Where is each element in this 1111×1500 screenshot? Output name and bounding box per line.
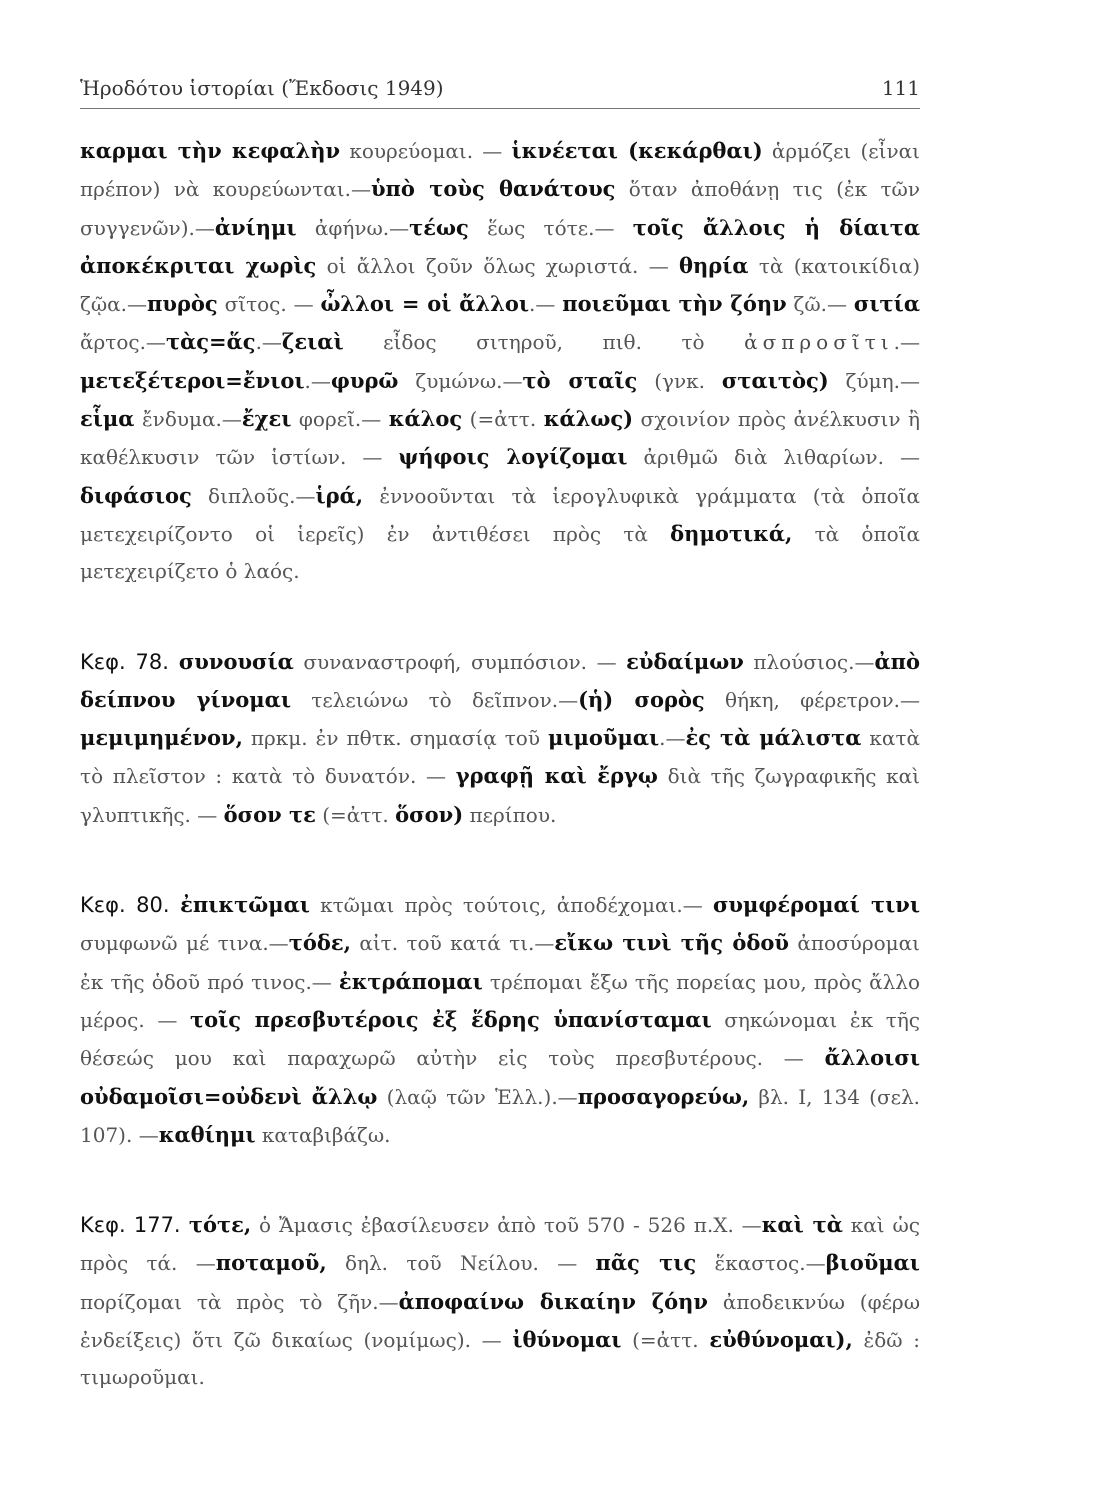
gloss: ἐδῶ : τιμωροῦμαι.	[80, 1328, 920, 1390]
gloss: ὁ Ἄμασις ἐβασίλευσεν ἀπὸ τοῦ 570 - 526 π.Χ. —	[251, 1213, 762, 1238]
lemma: βιοῦμαι	[825, 1250, 920, 1276]
lemma: σιτία	[853, 291, 920, 317]
gloss: κουρεύομαι. —	[340, 139, 512, 163]
lemma: φυρῶ	[330, 367, 399, 393]
commentary-body	[80, 132, 920, 1449]
gloss: διπλοῦς.—	[191, 483, 316, 508]
lemma: συμφέρομαί τινι	[712, 892, 920, 918]
gloss: διὰ τῆς ζωγραφικῆς καὶ γλυπτικῆς. —	[80, 764, 921, 827]
gloss: θήκη, φέρετρον.—	[704, 687, 920, 712]
lemma: πυρὸς	[147, 291, 218, 317]
gloss: ἕως τότε.—	[468, 215, 633, 240]
gloss: κτῶμαι πρὸς τούτοις, ἀποδέχομαι.—	[309, 893, 713, 918]
lemma: εὐθύνομαι),	[709, 1327, 853, 1353]
gloss: (=ἀττ.	[315, 802, 396, 827]
chapter-label: Κεφ. 177.	[80, 1213, 189, 1238]
lemma: ἔχει	[241, 406, 292, 432]
lemma: πᾶς τις	[595, 1250, 697, 1276]
lemma: σταιτὸς)	[721, 367, 829, 393]
gloss: ἁρμόζει (εἶναι πρέπον) νὰ κουρεύωνται.—	[80, 139, 920, 202]
lemma: ὦλλοι = οἱ ἄλλοι	[320, 291, 530, 317]
gloss: σῖτος. —	[217, 292, 321, 317]
gloss: τὰ (κατοικίδια) ζῷα.—	[80, 253, 920, 317]
lemma: τέως	[409, 214, 469, 240]
commentary-paragraph	[80, 886, 920, 1154]
gloss: πλούσιος.—	[743, 649, 875, 674]
lemma: μιμοῦμαι	[547, 725, 660, 751]
gloss: .—	[893, 330, 920, 355]
running-title: Ἡροδότου ἱστορίαι (Ἔκδοσις 1949)	[80, 76, 444, 100]
lemma: κάλως)	[543, 406, 634, 432]
gloss: καὶ ὡς πρὸς τά. —	[80, 1213, 920, 1276]
lemma: ὅσον τε	[223, 801, 316, 827]
gloss: αἰτ. τοῦ κατά τι.—	[350, 931, 555, 956]
lemma: ὅσον)	[395, 801, 464, 827]
lemma: ψήφοις λογίζομαι	[398, 444, 628, 470]
gloss: οἱ ἄλλοι ζοῦν ὅλως χωριστά. —	[316, 253, 679, 278]
gloss: ἔνδυμα.—	[134, 407, 242, 432]
gloss: .—	[659, 726, 686, 751]
lemma: κάλος	[388, 406, 463, 432]
page-number: 111	[881, 76, 920, 100]
gloss: .—	[255, 330, 282, 355]
lemma: τοῖς πρεσβυτέροις ἐξ ἕδρης ὑπανίσταμαι	[189, 1006, 712, 1032]
gloss: ἄρτος.—	[80, 330, 166, 355]
gloss: πορίζομαι τὰ πρὸς τὸ ζῆν.—	[80, 1289, 399, 1314]
lemma: μεμιμημένον,	[80, 725, 243, 751]
gloss: (=ἀττ.	[462, 407, 544, 432]
gloss: ἀφήνω.—	[296, 215, 410, 240]
gloss: φορεῖ.—	[291, 407, 389, 432]
gloss: ἀποδεικνύω (φέρω ἐνδείξεις) ὅτι ζῶ δικαίως (νομίμως). —	[80, 1289, 921, 1353]
gloss: ζύμη.—	[828, 368, 920, 393]
lemma: τὸ σταῖς	[522, 367, 638, 393]
running-header	[80, 76, 920, 100]
commentary-paragraph	[80, 132, 920, 591]
gloss: βλ. I, 134 (σελ. 107). —	[80, 1084, 921, 1147]
gloss: τελειώνω τὸ δεῖπνον.—	[290, 687, 579, 712]
gloss: .—	[304, 368, 331, 393]
lemma: ποταμοῦ,	[215, 1250, 327, 1276]
lemma: προσαγορεύω,	[577, 1083, 750, 1109]
lemma: καθίημι	[158, 1121, 256, 1147]
lemma: ζειαὶ	[281, 329, 344, 355]
chapter-label: Κεφ. 80.	[80, 893, 181, 918]
gloss: σηκώνομαι ἐκ τῆς θέσεώς μου καὶ παραχωρῶ αὐτὴν εἰς τοὺς πρεσβυτέρους. —	[80, 1007, 921, 1071]
gloss: ζῶ.—	[786, 292, 854, 317]
gloss: δηλ. τοῦ Νείλου. —	[326, 1251, 596, 1276]
gloss: κατὰ τὸ πλεῖστον : κατὰ τὸ δυνατόν. —	[80, 726, 921, 789]
lemma: τόδε,	[288, 930, 351, 956]
gloss: συναναστροφή, συμπόσιον. —	[293, 649, 627, 674]
lemma: ἰθύνομαι	[512, 1327, 622, 1353]
lemma: μετεξέτεροι=ἔνιοι	[80, 367, 305, 393]
lemma: ἀποφαίνω δικαίην ζόην	[398, 1288, 708, 1314]
gloss: .—	[529, 292, 563, 317]
lemma: εἷμα	[80, 406, 135, 432]
gloss: εἶδος σιτηροῦ, πιθ. τὸ	[343, 330, 745, 355]
gloss: ζυμώνω.—	[398, 368, 523, 393]
lemma: εἴκω τινὶ τῆς ὁδοῦ	[554, 930, 789, 956]
lemma: ἄλλοισι οὐδαμοῖσι=οὐδενὶ ἄλλῳ	[80, 1045, 920, 1109]
chapter-label: Κεφ. 78.	[80, 649, 179, 674]
lemma: τὰς=ἅς	[165, 329, 256, 355]
lemma: γραφῇ καὶ ἔργῳ	[455, 763, 658, 789]
lemma: ἐς τὰ μάλιστα	[685, 725, 862, 751]
lemma: διφάσιος	[80, 482, 192, 508]
gloss: ἕκαστος.—	[696, 1251, 826, 1276]
lemma: ἐπικτῶμαι	[180, 892, 310, 918]
lemma: ὑπὸ τοὺς θανάτους	[370, 176, 616, 202]
header-rule	[80, 108, 920, 109]
gloss: περίπου.	[463, 802, 557, 827]
gloss: καταβιβάζω.	[255, 1122, 391, 1147]
lemma: εὐδαίμων	[626, 648, 744, 674]
lemma: ἀνίημι	[214, 214, 297, 240]
gloss: ἀποσύρομαι ἐκ τῆς ὁδοῦ πρό τινος.—	[80, 931, 920, 994]
commentary-paragraph	[80, 1206, 920, 1396]
lemma: συνουσία	[178, 648, 294, 674]
gloss: (λαῷ τῶν Ἑλλ.).—	[377, 1084, 578, 1109]
gloss: ἀριθμῶ διὰ λιθαρίων. —	[627, 445, 920, 470]
gloss: συμφωνῶ μέ τινα.—	[80, 931, 289, 956]
gloss: (γνκ.	[637, 368, 722, 393]
gloss: ἐννοοῦνται τὰ ἱερογλυφικὰ γράμματα (τὰ ὁποῖα μετεχειρίζοντο οἱ ἱερεῖς) ἐν ἀντιθέσει πρὸς τὰ	[80, 483, 921, 546]
gloss: τρέπομαι ἔξω τῆς πορείας μου, πρὸς ἄλλο μέρος. —	[80, 969, 920, 1032]
lemma: καρμαι τὴν κεφαλὴν	[80, 138, 341, 163]
gloss: τὰ ὁποῖα μετεχειρίζετο ὁ λαός.	[80, 521, 920, 584]
lemma: ἱκνέεται (κεκάρθαι)	[511, 138, 763, 163]
gloss: πρκμ. ἐν πθτκ. σημασίᾳ τοῦ	[242, 726, 548, 751]
lemma: δημοτικά,	[670, 520, 793, 546]
lemma: τοῖς ἄλλοις ἡ δίαιτα ἀποκέκριται χωρὶς	[80, 214, 920, 278]
lemma: ποιεῦμαι τὴν ζόην	[562, 291, 787, 317]
lemma: ἀπὸ δείπνου γίνομαι	[80, 648, 920, 712]
gloss: (=ἀττ.	[621, 1328, 710, 1353]
lemma: καὶ τὰ	[761, 1212, 843, 1238]
lemma: (ἡ) σορὸς	[578, 686, 705, 712]
gloss: σχοινίον πρὸς ἀνέλκυσιν ἢ καθέλκυσιν τῶν ἱστίων. —	[80, 407, 920, 470]
lemma: ἱρά,	[315, 482, 364, 508]
gloss: ὅταν ἀποθάνῃ τις (ἐκ τῶν συγγενῶν).—	[80, 177, 920, 240]
commentary-paragraph	[80, 643, 920, 834]
lemma: ἐκτράπομαι	[338, 968, 483, 994]
lemma: θηρία	[679, 252, 749, 278]
lemma: τότε,	[188, 1212, 252, 1238]
gloss: ἀσπροσῖτι	[744, 330, 894, 355]
